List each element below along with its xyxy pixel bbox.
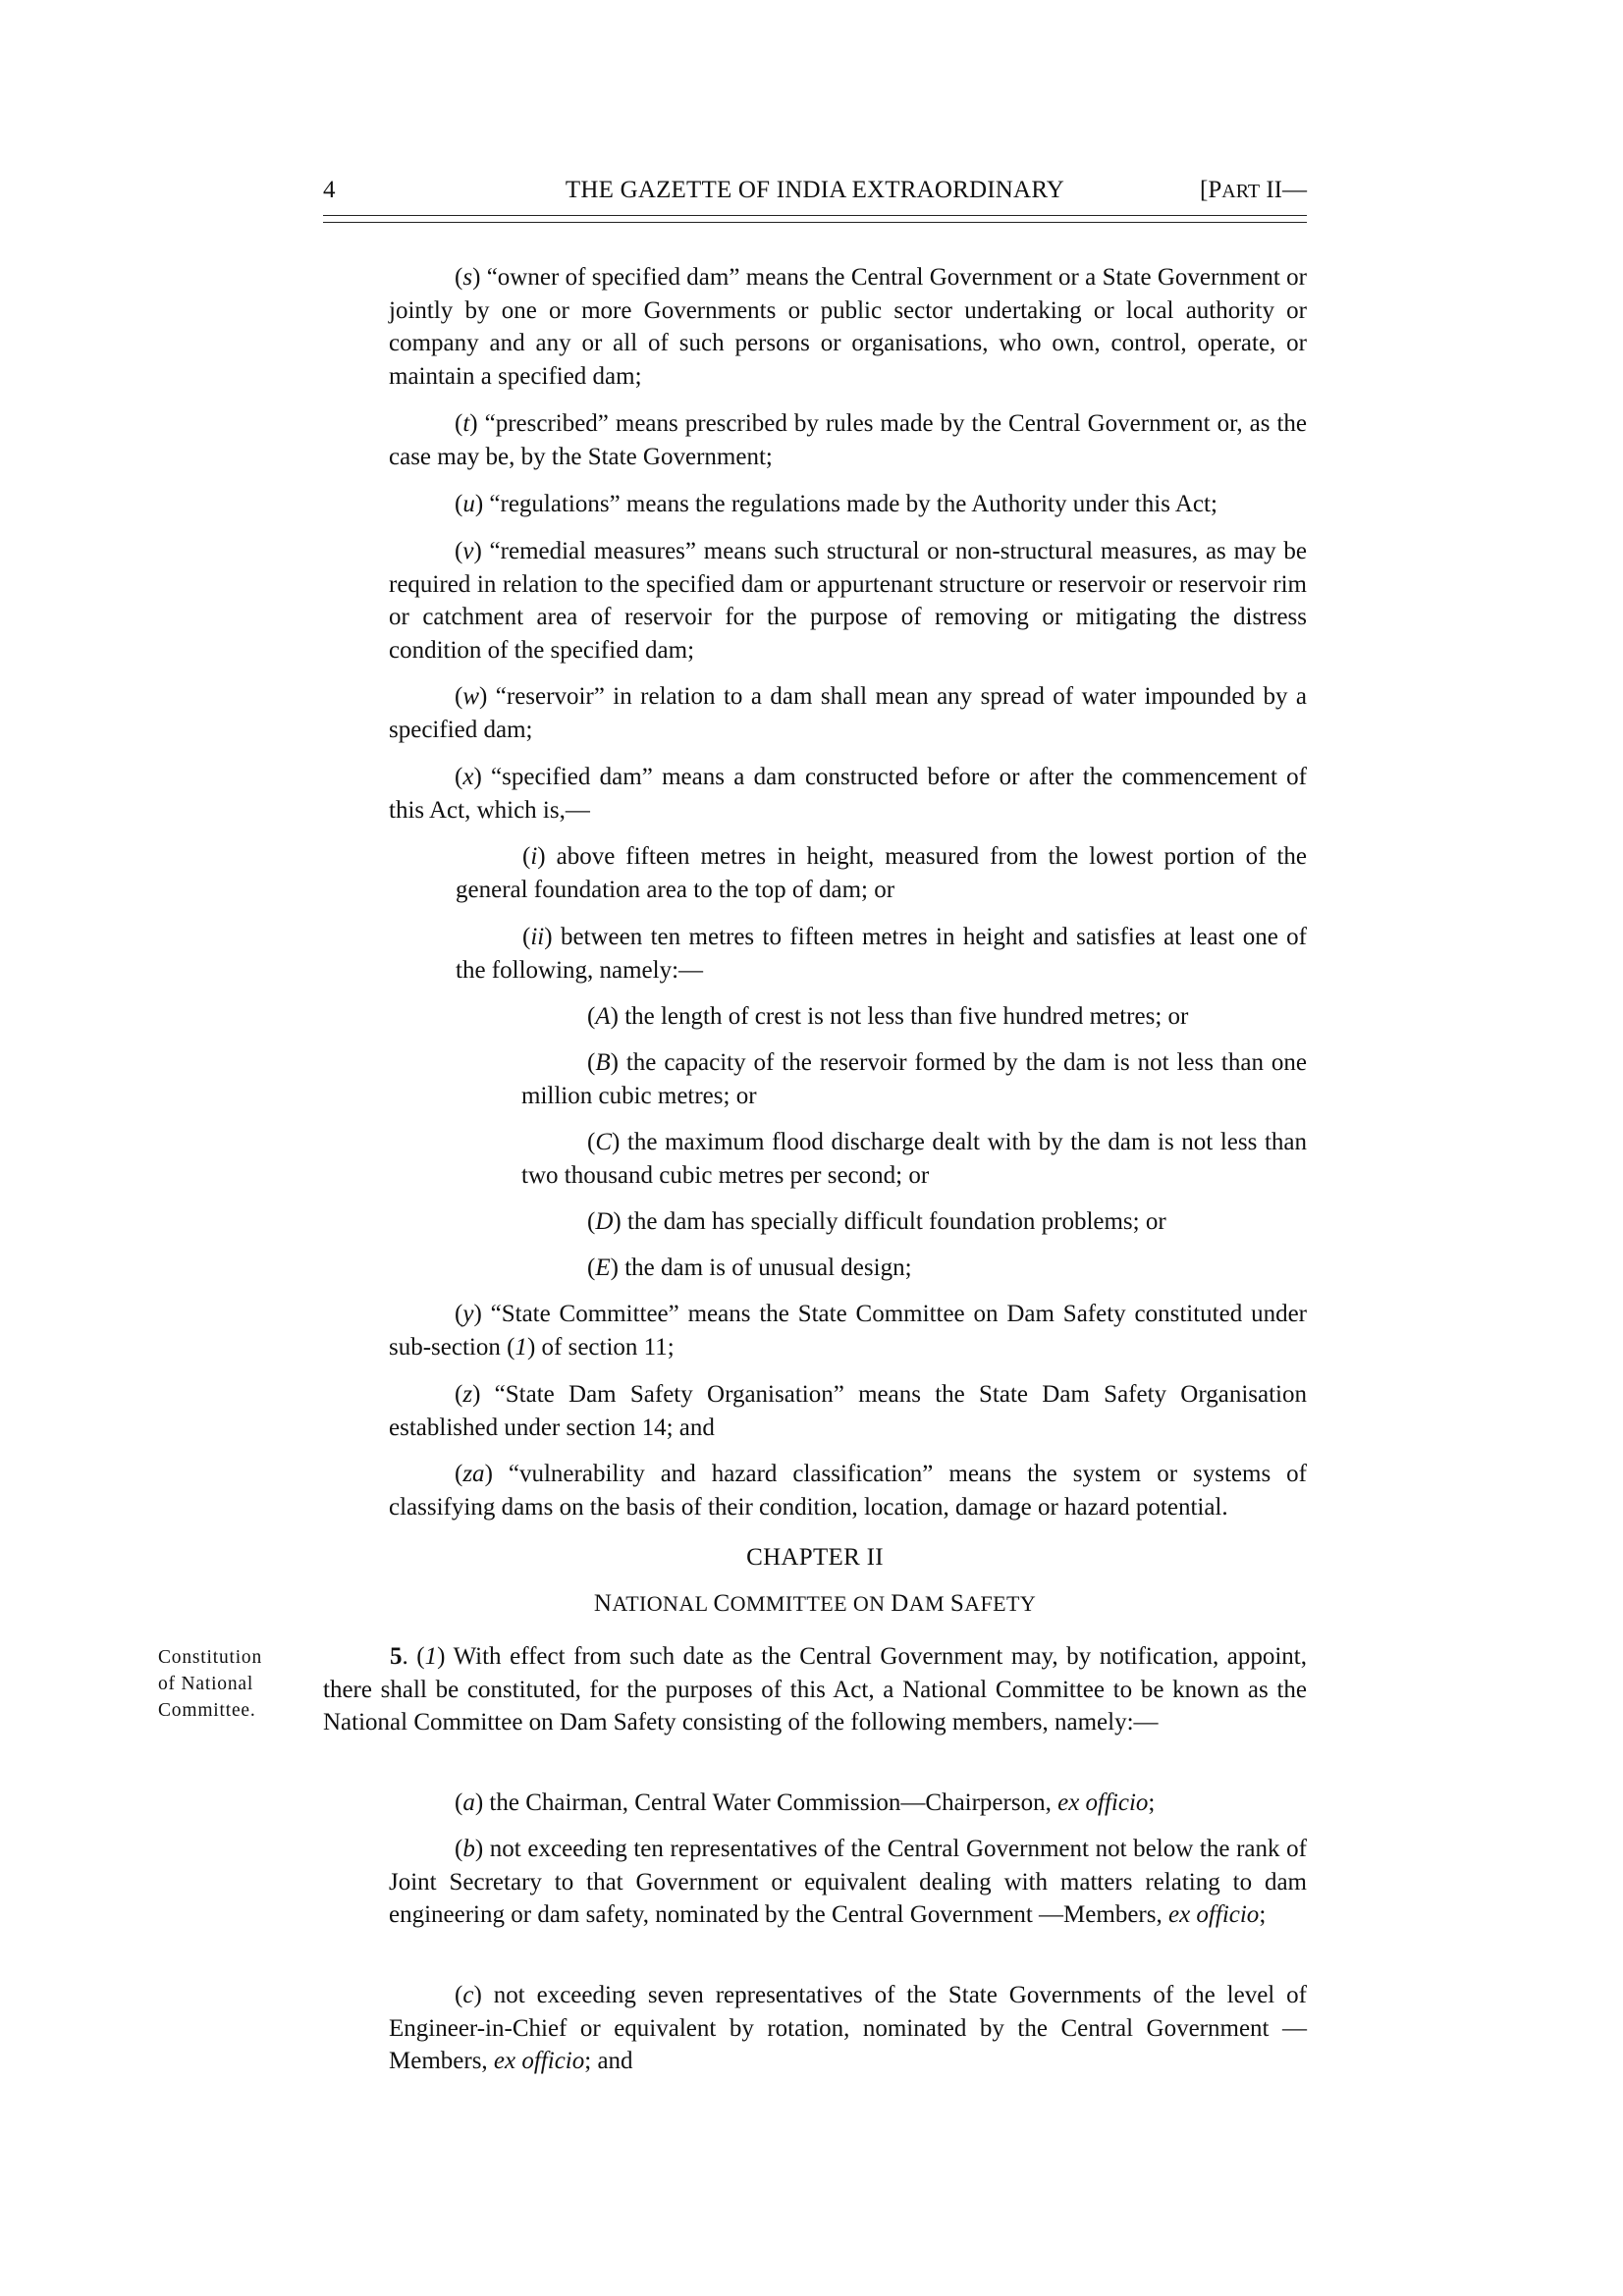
clause-u: (u) “regulations” means the regulations made by the Authority under this Act;: [455, 491, 1217, 517]
clause-v: (v) “remedial measures” means such structural or non-structural measures, as may be required in relation to the specified dam or appurtenant structure or reservoir or reservoir rim or catchment area of reservoir for the purpose of removing or mitigating the distress condition of the specified dam;: [389, 538, 1307, 664]
item-D: (D) the dam has specially difficult foundation problems; or: [587, 1208, 1166, 1235]
clause-t: (t) “prescribed” means prescribed by rules made by the Central Government or, as the case may be, by the State Government;: [389, 410, 1307, 470]
clause-y: (y) “State Committee” means the State Committee on Dam Safety constituted under sub-section (1) of section 11;: [389, 1301, 1307, 1361]
item-C: (C) the maximum flood discharge dealt with by the dam is not less than two thousand cubic metres per second; or: [521, 1129, 1307, 1189]
member-b: (b) not exceeding ten representatives of the Central Government not below the rank of Joint Secretary to that Government or equivalent dealing with matters relating to dam engineering or dam safety, nominated by the Central Government —Members, ex officio;: [389, 1836, 1307, 1928]
header-rule-top: [323, 215, 1307, 216]
header-rule-bottom: [323, 222, 1307, 223]
clause-w: (w) “reservoir” in relation to a dam shall mean any spread of water impounded by a specified dam;: [389, 683, 1307, 743]
item-E: (E) the dam is of unusual design;: [587, 1255, 912, 1281]
item-A: (A) the length of crest is not less than five hundred metres; or: [587, 1003, 1189, 1030]
subclause-i: (i) above fifteen metres in height, measured from the lowest portion of the general foundation area to the top of dam; or: [456, 843, 1307, 903]
part-label: [PART II—: [1200, 177, 1307, 203]
clause-z: (z) “State Dam Safety Organisation” means the State Dam Safety Organisation established under section 14; and: [389, 1381, 1307, 1441]
clause-za: (za) “vulnerability and hazard classification” means the system or systems of classifying dams on the basis of their condition, location, damage or hazard potential.: [389, 1461, 1307, 1521]
clause-s: (s) “owner of specified dam” means the Central Government or a State Government or jointly by one or more Governments or public sector undertaking or local authority or company and any or all of such persons or organisations, who own, control, operate, or maintain a specified dam;: [389, 264, 1307, 390]
page-number: 4: [323, 177, 336, 203]
clause-x: (x) “specified dam” means a dam constructed before or after the commencement of this Act, which is,—: [389, 764, 1307, 824]
member-c: (c) not exceeding seven representatives of the State Governments of the level of Engineer-in-Chief or equivalent by rotation, nominated by the Central Government —Members, ex officio; and: [389, 1982, 1307, 2074]
item-B: (B) the capacity of the reservoir formed by the dam is not less than one million cubic metres; or: [521, 1049, 1307, 1109]
margin-note: Constitution of National Committee.: [158, 1647, 263, 1721]
section-5: 5. (1) With effect from such date as the Central Government may, by notification, appoint, there shall be constituted, for the purposes of this Act, a National Committee to be known as the National Committee on Dam Safety consisting of the following members, namely:—: [323, 1643, 1307, 1735]
page-header: [323, 173, 1307, 212]
chapter-heading: NATIONAL COMMITTEE ON DAM SAFETY: [593, 1590, 1037, 1617]
gazette-title: THE GAZETTE OF INDIA EXTRAORDINARY: [565, 177, 1065, 203]
chapter-title: CHAPTER II: [746, 1544, 884, 1571]
subclause-ii: (ii) between ten metres to fifteen metres in height and satisfies at least one of the following, namely:—: [456, 924, 1307, 984]
member-a: (a) the Chairman, Central Water Commission—Chairperson, ex officio;: [455, 1789, 1156, 1816]
